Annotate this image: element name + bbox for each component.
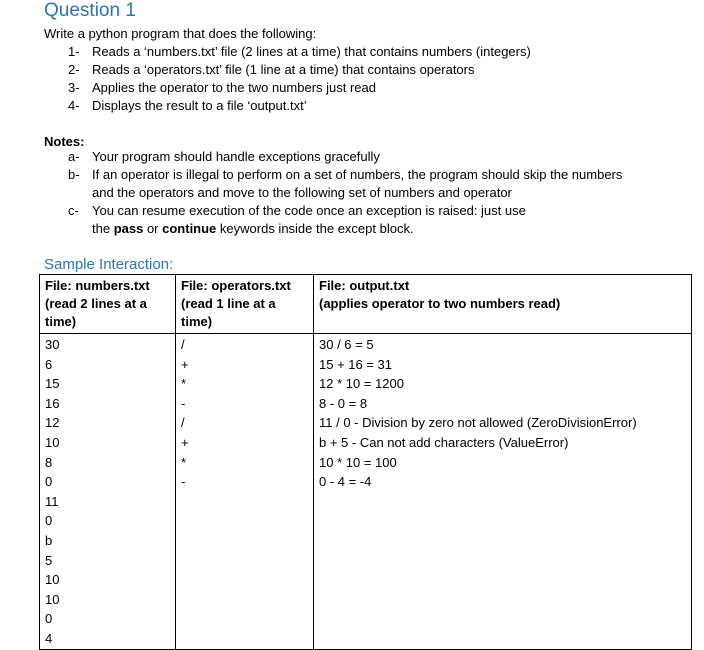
number-line: 4: [45, 630, 53, 646]
step-number: 1-: [68, 44, 80, 59]
number-line: 30: [45, 337, 60, 352]
number-line: 10: [45, 434, 60, 450]
step-text: Reads a ‘numbers.txt’ file (2 lines at a time) that contains numbers (integers): [92, 44, 531, 59]
output-line: 12 * 10 = 1200: [319, 376, 404, 392]
step-number: 2-: [68, 62, 80, 77]
output-line: 10 * 10 = 100: [319, 454, 397, 470]
number-line: 0: [45, 513, 53, 529]
number-line: 16: [45, 395, 60, 411]
note-text-post: keywords inside the except block.: [216, 221, 414, 236]
operator-line: +: [181, 434, 189, 450]
header-line: File: operators.txt: [181, 278, 291, 293]
notes-heading: Notes:: [44, 134, 85, 149]
operator-line: /: [181, 337, 185, 352]
sample-heading: Sample Interaction:: [44, 256, 174, 273]
number-line: 12: [45, 415, 60, 431]
note-text: [92, 220, 414, 238]
intro-text: Write a python program that does the following:: [44, 26, 317, 41]
output-line: 8 - 0 = 8: [319, 395, 368, 411]
number-line: 5: [45, 552, 53, 568]
operator-line: -: [181, 395, 186, 411]
operators-column: [176, 334, 314, 650]
output-column: [314, 334, 692, 650]
numbers-column: [40, 334, 176, 650]
note-text: You can resume execution of the code once an exception is raised: just use: [92, 203, 526, 218]
sample-table: [39, 274, 692, 650]
note-text: If an operator is illegal to perform on a set of numbers, the program should skip the numbers: [92, 167, 623, 182]
numbers-header: [40, 275, 176, 334]
table-header-row: [40, 275, 692, 334]
operator-line: /: [181, 415, 185, 431]
output-line: 30 / 6 = 5: [319, 337, 374, 352]
header-line: File: output.txt: [319, 278, 410, 293]
number-line: 6: [45, 356, 53, 372]
output-line: 11 / 0 - Division by zero not allowed (ZeroDivisionError): [319, 415, 637, 431]
number-line: 0: [45, 611, 53, 627]
note-text-mid: or: [143, 221, 163, 236]
keyword-pass: pass: [113, 221, 144, 236]
number-line: 15: [45, 376, 60, 392]
note-letter: c-: [68, 203, 79, 218]
number-line: 10: [45, 591, 60, 607]
step-text: Reads a ‘operators.txt’ file (1 line at a time) that contains operators: [92, 62, 475, 77]
operator-line: *: [181, 376, 187, 392]
note-letter: b-: [68, 167, 80, 182]
step-text: Applies the operator to the two numbers just read: [92, 80, 376, 95]
step-number: 4-: [68, 98, 80, 113]
note-text: Your program should handle exceptions gracefully: [92, 149, 380, 164]
operator-line: -: [181, 474, 186, 490]
number-line: b: [45, 532, 53, 548]
number-line: 0: [45, 474, 53, 490]
number-line: 10: [45, 572, 60, 588]
keyword-continue: continue: [162, 221, 217, 236]
step-number: 3-: [68, 80, 80, 95]
output-line: 0 - 4 = -4: [319, 474, 372, 490]
output-line: b + 5 - Can not add characters (ValueError): [319, 434, 569, 450]
question-title: Question 1: [44, 0, 136, 21]
header-line: (read 2 lines at a: [45, 296, 147, 311]
note-text: and the operators and move to the following set of numbers and operator: [92, 185, 512, 200]
header-line: (read 1 line at a: [181, 296, 276, 311]
note-text-pre: the: [92, 221, 114, 236]
number-line: 8: [45, 454, 53, 470]
header-line: time): [45, 314, 77, 329]
output-header: [314, 275, 692, 334]
header-line: File: numbers.txt: [45, 278, 150, 293]
header-line: time): [181, 314, 213, 329]
operator-line: +: [181, 356, 189, 372]
number-line: 11: [45, 493, 59, 509]
table-body-row: [40, 334, 692, 650]
operator-line: *: [181, 454, 187, 470]
operators-header: [176, 275, 314, 334]
step-text: Displays the result to a file ‘output.txt’: [92, 98, 307, 113]
header-line: (applies operator to two numbers read): [319, 296, 561, 311]
output-line: 15 + 16 = 31: [319, 356, 393, 372]
note-letter: a-: [68, 149, 80, 164]
